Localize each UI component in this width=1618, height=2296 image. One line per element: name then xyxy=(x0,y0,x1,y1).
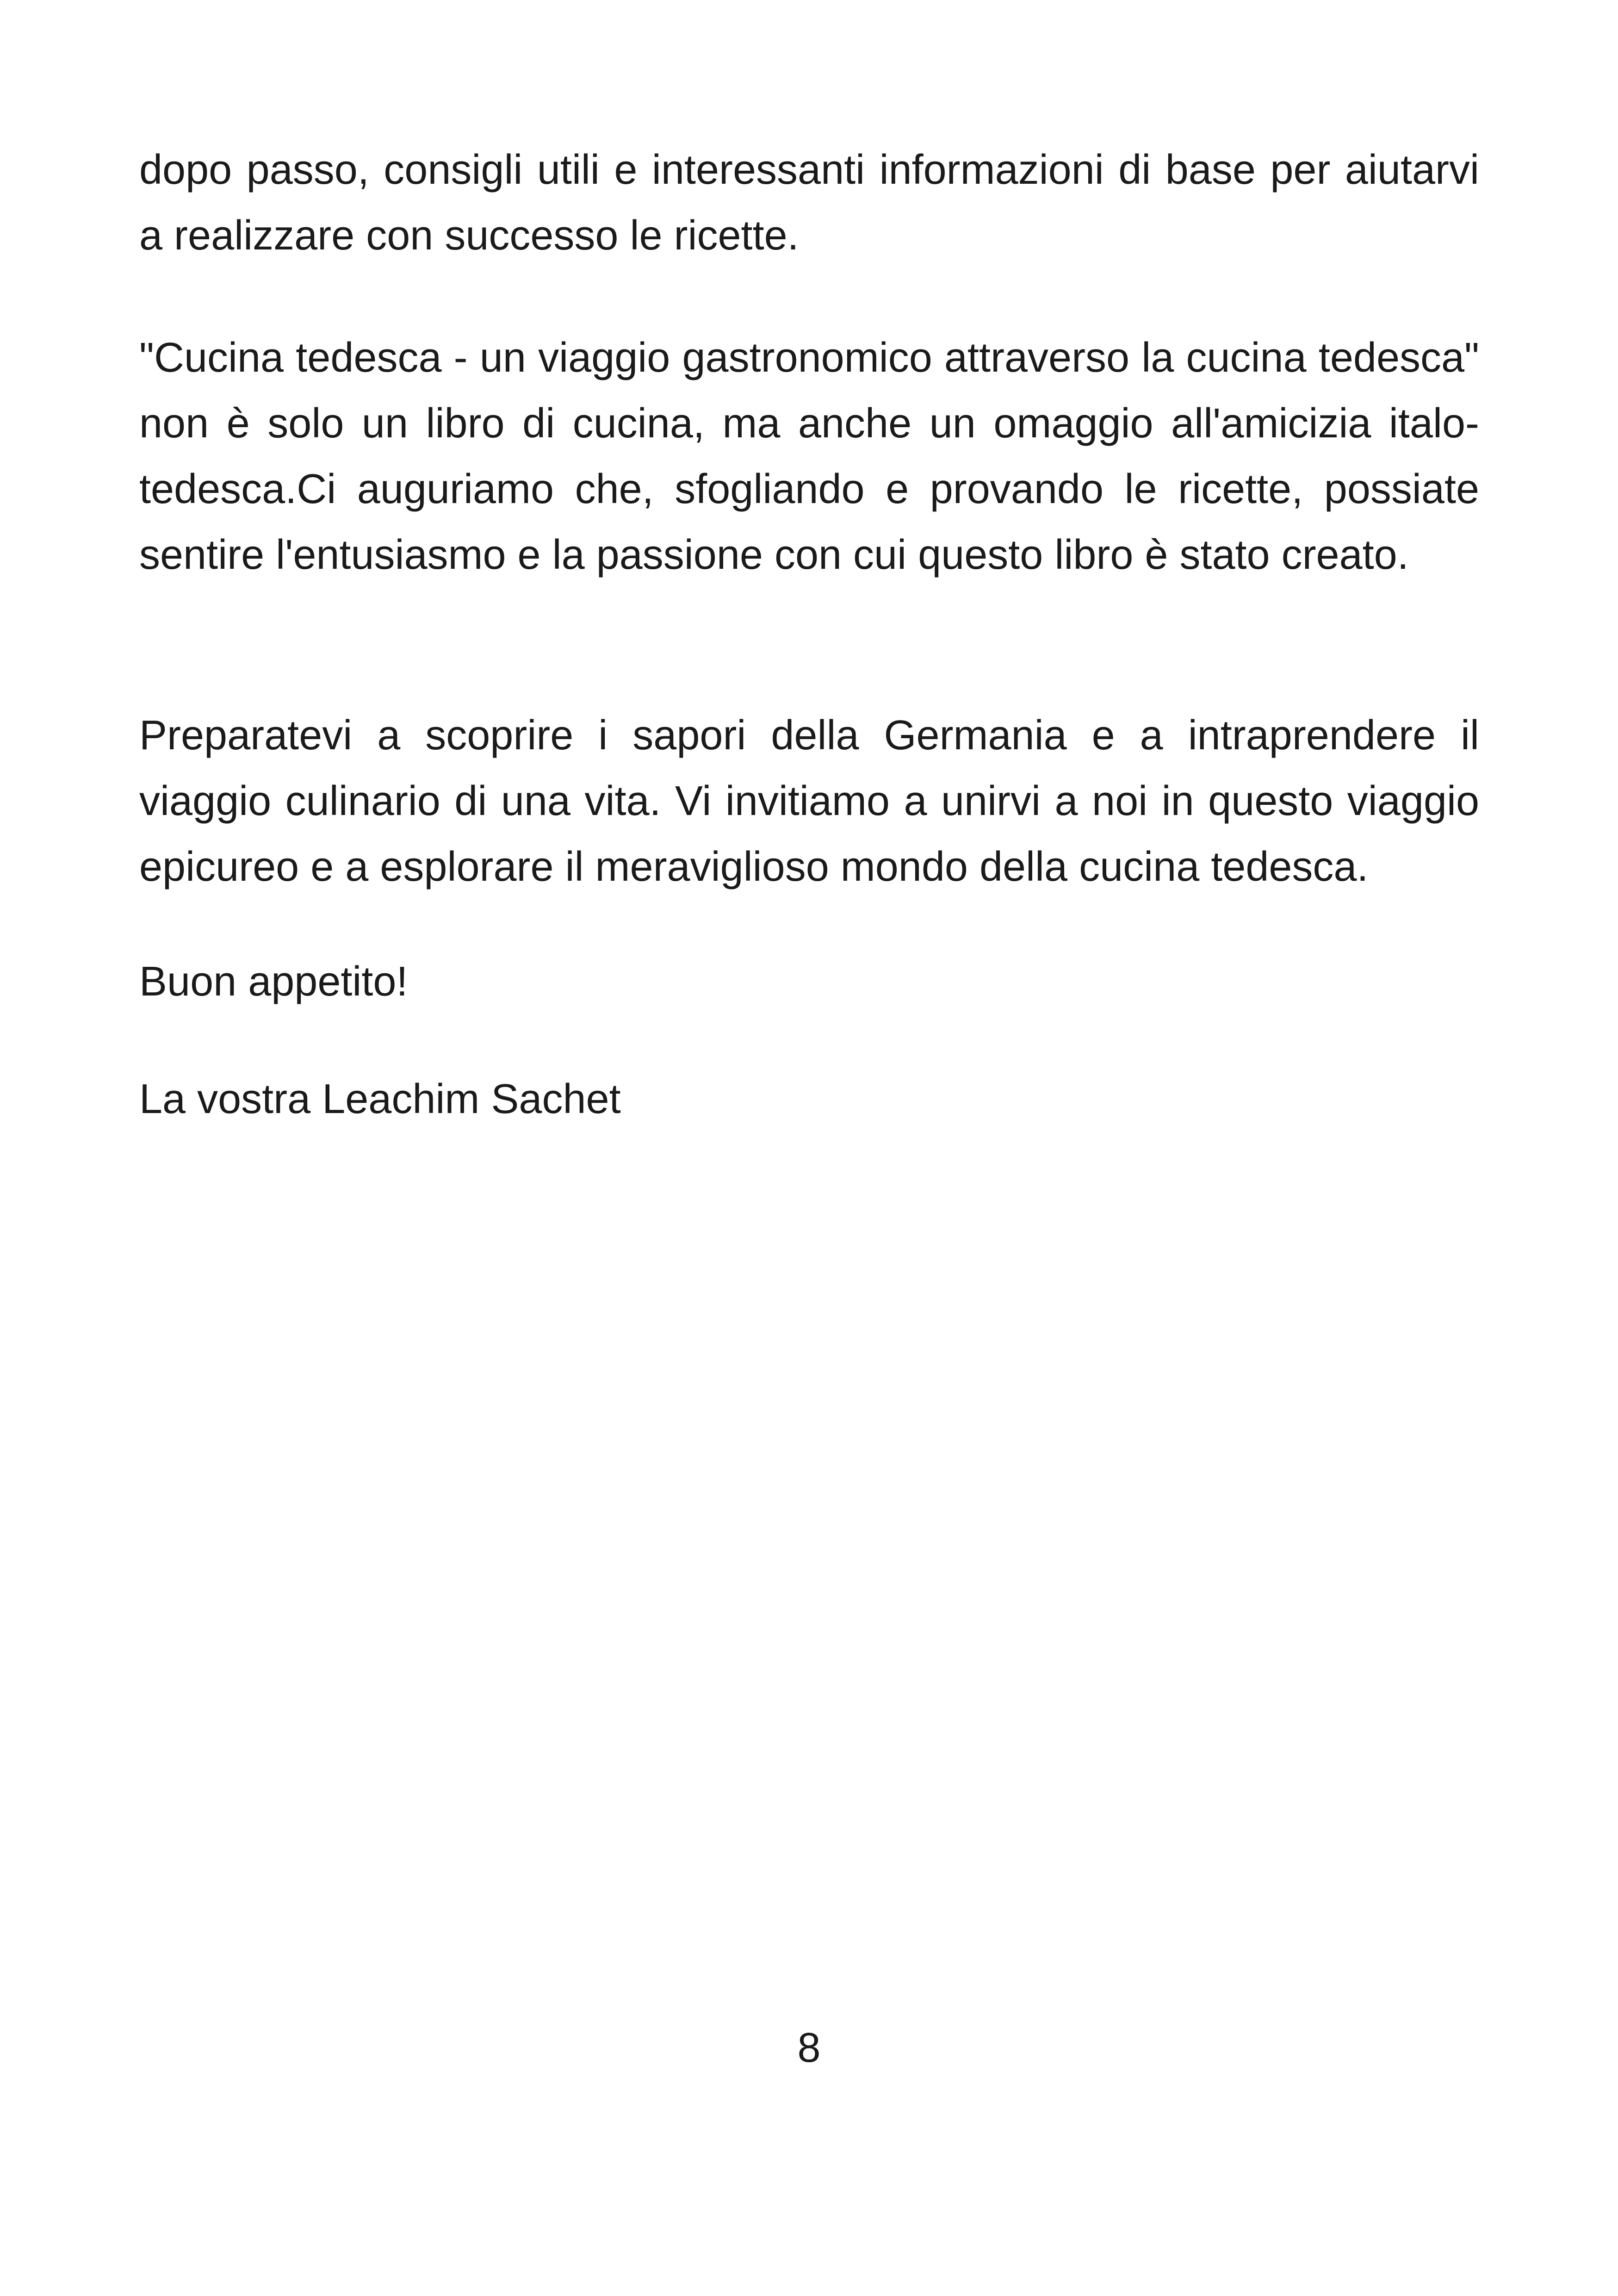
paragraph-greeting: Buon appetito! xyxy=(139,958,408,1005)
page-number: 8 xyxy=(797,2025,821,2071)
paragraph-intro-continuation: dopo passo, consigli utili e interessanti informazioni di base per aiutarvi a realizzare con successo le ricette. xyxy=(139,147,1479,259)
paragraph-invitation: Preparatevi a scoprire i sapori della Germania e a intraprendere il viaggio culinario di una vita. Vi invitiamo a unirvi a noi in questo viaggio epicureo e a esplorare il meraviglioso mondo della cucina tedesca. xyxy=(139,712,1479,890)
paragraph-book-tribute: "Cucina tedesca - un viaggio gastronomico attraverso la cucina tedesca" non è solo un libro di cucina, ma anche un omaggio all'amicizia italo-tedesca.Ci auguriamo che, sfogliando e provando le ricette, possiate sentire l'entusiasmo e la passione con cui questo libro è stato creato. xyxy=(139,335,1479,578)
paragraph-signature: La vostra Leachim Sachet xyxy=(139,1076,621,1122)
